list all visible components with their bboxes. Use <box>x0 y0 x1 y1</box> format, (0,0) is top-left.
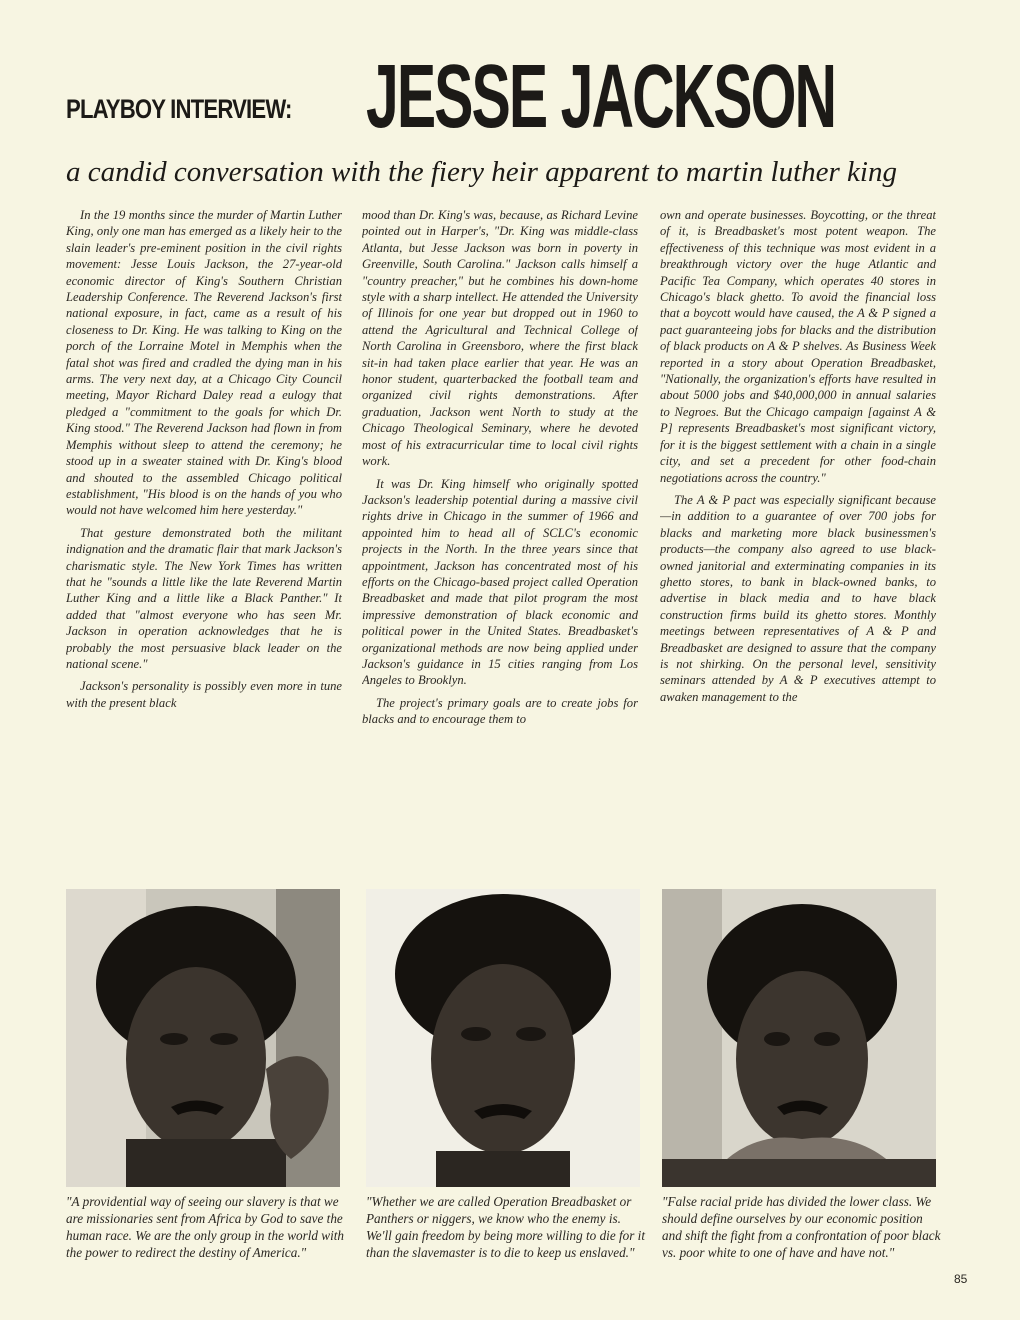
text-column-3 <box>660 207 936 877</box>
portrait-photo-right <box>662 889 936 1187</box>
paragraph: The project's primary goals are to create jobs for blacks and to encourage them to <box>362 695 638 727</box>
photo-caption-center: "Whether we are called Operation Breadbasket or Panthers or niggers, we know who the enemy is. We'll gain freedom by being more willing to die for it than the slavemaster is to die to keep us enslaved." <box>366 1194 645 1260</box>
photo-caption-right: "False racial pride has divided the lower class. We should define ourselves by our economic position and shift the fight from a confrontation of poor black vs. poor white to one of have and have not." <box>662 1194 941 1260</box>
paragraph: The A & P pact was especially significant because—in addition to a guarantee of over 700 jobs for blacks and marketing more black businessmen's products—the company also agreed to use black-owned janitorial and exterminating companies in its ghetto stores, to bank in black-owned banks, to advertise in black media and to have black construction firms build its ghetto stores. Monthly meetings between representatives of A & P and Breadbasket are designed to assure that the company is not shirking. On the personal level, sensitivity seminars attended by A & P executives attempt to awaken management to the <box>660 492 936 704</box>
text-column-2 <box>362 207 638 877</box>
portrait-photo-center <box>366 889 640 1187</box>
body-columns <box>66 207 946 877</box>
article-subtitle: a candid conversation with the fiery heir apparent to martin luther king <box>66 156 897 188</box>
paragraph: mood than Dr. King's was, because, as Richard Levine pointed out in Harper's, "Dr. King was middle-class Atlanta, but Jesse Jackson was born in poverty in Greenville, South Carolina." Jackson calls himself a "country preacher," but he combines his down-home style with a sharp intellect. He attended the University of Illinois for one year but dropped out in 1960 to attend the Agricultural and Technical College of North Carolina in Greensboro, where the first black sit-in had taken place earlier that year. He was an honor student, quarterbacked the football team and organized civil rights demonstrations. After graduation, Jackson went North to study at the Chicago Theological Seminary, where he devoted most of his extracurricular time to local civil rights work. <box>362 208 638 469</box>
paragraph: Jackson's personality is possibly even more in tune with the present black <box>66 679 342 710</box>
page-number: 85 <box>954 1272 968 1286</box>
text-column-1 <box>66 207 342 877</box>
paragraph: It was Dr. King himself who originally spotted Jackson's leadership potential during a massive civil rights drive in Chicago in the summer of 1966 and appointed him to head all of SCLC's economic projects in the North. In the three years since that appointment, Jackson has concentrated most of his efforts on the Chicago-based project called Operation Breadbasket and made that pilot program the most impressive demonstration of black economic and political power in the United States. Breadbasket's organizational methods are now being applied under Jackson's guidance in 15 cities ranging from Los Angeles to Brooklyn. <box>362 476 638 688</box>
article-title: JESSE JACKSON <box>366 47 836 147</box>
paragraph: In the 19 months since the murder of Martin Luther King, only one man has emerged as a likely heir to the slain leader's pre-eminent position in the civil rights movement: Jesse Louis Jackson, the 27-year-old economic director of King's Southern Christian Leadership Conference. The Reverend Jackson's first national exposure, in fact, came as a result of his closeness to Dr. King. He was talking to King on the porch of the Lorraine Motel in Memphis when the fatal shot was fired and cradled the dying man in his arms. The very next day, at a Chicago City Council meeting, Mayor Richard Daley read a eulogy that pledged a "commitment to the goals for which Dr. King stood." The Reverend Jackson had flown in from Memphis without sleep to attend the ceremony; he stood up in a sweater stained with Dr. King's blood and shouted to the assembled Chicago political establishment, "His blood is on the hands of you who would not have welcomed him here yesterday." <box>66 208 342 518</box>
paragraph: That gesture demonstrated both the militant indignation and the dramatic flair that mark Jackson's charismatic style. The New York Times has written that he "sounds a little like the late Reverend Martin Luther King and a little like a Black Panther." It added that "almost everyone who has seen Mr. Jackson in operation acknowledges that he is probably the most persuasive black leader on the national scene." <box>66 525 342 671</box>
portrait-photo-left <box>66 889 340 1187</box>
article-header <box>66 47 946 152</box>
paragraph: own and operate businesses. Boycotting, or the threat of it, is Breadbasket's most potent weapon. The effectiveness of this technique was most evident in a breakthrough victory over the huge Atlantic and Pacific Tea Company, which operates 40 stores in Chicago's black ghetto. To avoid the financial loss that a boycott would have caused, the A & P signed a pact guaranteeing jobs for blacks and the distribution of black products on A & P shelves. As Business Week reported in a story about Operation Breadbasket, "Nationally, the organization's efforts have resulted in about 5000 jobs and $40,000,000 in annual salaries to Negroes. But the Chicago campaign [against A & P] represents Breadbasket's most significant victory, for it is the biggest settlement with a chain in a single city, and set a precedent for other food-chain negotiations across the country." <box>660 208 936 485</box>
interview-kicker: PLAYBOY INTERVIEW: <box>66 94 292 124</box>
photo-caption-left: "A providential way of seeing our slavery is that we are missionaries sent from Africa by God to save the human race. We are the only group in the world with the power to redirect the destiny of America." <box>66 1194 345 1260</box>
